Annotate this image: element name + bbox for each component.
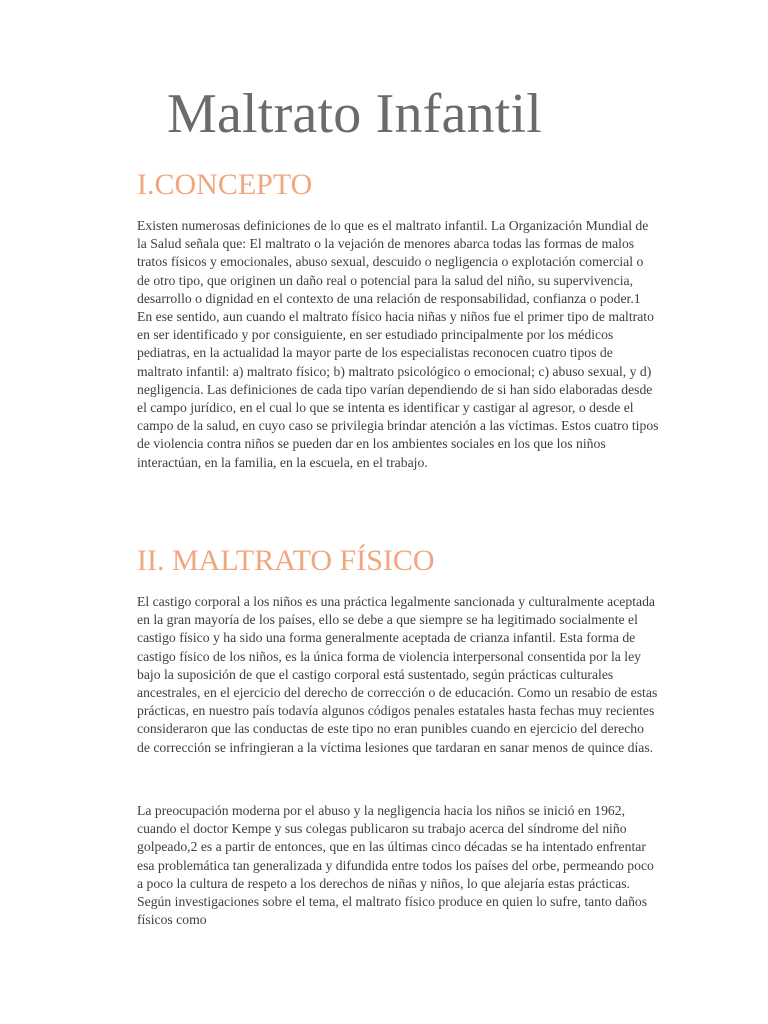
paragraph-preocupacion-moderna: La preocupación moderna por el abuso y la negligencia hacia los niños se inició en 1962, cuando el doctor Kempe y sus colegas publicaron su trabajo acerca del síndrome del niño golpeado,2 es a partir de entonces, que en las últimas cinco décadas se ha intentado enfrentar esa problemática tan generalizada y difundida entre todos los países del orbe, permeando poco a poco la cultura de respeto a los derechos de niñas y niños, lo que alejaría estas prácticas. Según investigaciones sobre el tema, el maltrato físico produce en quien lo sufre, tanto daños físicos como [137,803,654,928]
section-heading-maltrato-fisico: II. MALTRATO FÍSICO [137,544,435,577]
paragraph-castigo-corporal: El castigo corporal a los niños es una práctica legalmente sancionada y culturalmente aceptada en la gran mayoría de los países, ello se debe a que siempre se ha legitimado socialmente el castigo físico y ha sido una forma generalmente aceptada de crianza infantil. Esta forma de castigo físico de los niños, es la única forma de violencia interpersonal consentida por la ley bajo la suposición de que el castigo corporal está sustentado, según prácticas culturales ancestrales, en el ejercicio del derecho de corrección o de educación. Como un resabio de estas prácticas, en nuestro país todavía algunos códigos penales estatales hasta fechas muy recientes consideraron que las conductas de este tipo no eran punibles cuando en ejercicio del derecho de corrección se infringieran a la víctima lesiones que tardaran en sanar menos de quince días. [137,594,658,755]
section-heading-concepto: I.CONCEPTO [137,168,313,201]
document-title: Maltrato Infantil [167,83,543,145]
paragraph-concepto: Existen numerosas definiciones de lo que es el maltrato infantil. La Organización Mundial de la Salud señala que: El maltrato o la vejación de menores abarca todas las formas de malos tratos físicos y emocionales, abuso sexual, descuido o negligencia o explotación comercial o de otro tipo, que originen un daño real o potencial para la salud del niño, su supervivencia, desarrollo o dignidad en el contexto de una relación de responsabilidad, confianza o poder.1 En ese sentido, aun cuando el maltrato físico hacia niñas y niños fue el primer tipo de maltrato en ser identificado y por consiguiente, en ser estudiado principalmente por los médicos pediatras, en la actualidad la mayor parte de los especialistas reconocen cuatro tipos de maltrato infantil: a) maltrato físico; b) maltrato psicológico o emocional; c) abuso sexual, y d) negligencia. Las definiciones de cada tipo varían dependiendo de si han sido elaboradas desde el campo jurídico, en el cual lo que se intenta es identificar y castigar al agresor, o desde el campo de la salud, en cuyo caso se privilegia brindar atención a las víctimas. Estos cuatro tipos de violencia contra niños se pueden dar en los ambientes sociales en los que los niños interactúan, en la familia, en la escuela, en el trabajo. [137,218,659,470]
